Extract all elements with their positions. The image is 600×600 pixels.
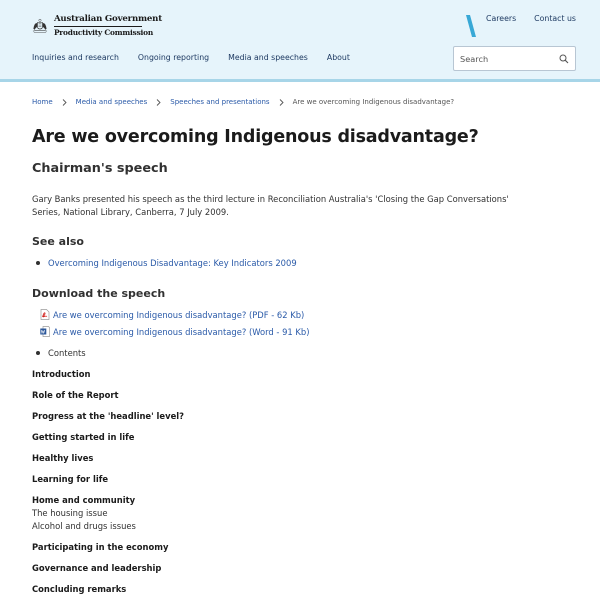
page-title: Are we overcoming Indigenous disadvantage? [32,127,479,147]
breadcrumb-media[interactable]: Media and speeches [75,98,148,106]
toc-home-community[interactable]: Home and community [32,495,136,505]
see-also-item [36,258,297,268]
toc-healthy-lives[interactable]: Healthy lives [32,453,94,463]
bullet [36,261,40,265]
logo-divider [54,26,142,27]
breadcrumb-home[interactable]: Home [32,98,53,106]
site-header [0,0,600,82]
toc-economy[interactable]: Participating in the economy [32,542,169,552]
toc-getting-started[interactable]: Getting started in life [32,432,135,442]
utility-links [468,14,576,23]
download-heading: Download the speech [32,287,166,300]
site-logo[interactable] [32,9,162,43]
toc-role-of-report[interactable]: Role of the Report [32,390,119,400]
breadcrumb-current: Are we overcoming Indigenous disadvantage? [292,98,455,106]
download-word-item [40,326,310,337]
toc-progress[interactable]: Progress at the 'headline' level? [32,411,184,421]
page-subtitle: Chairman's speech [32,161,168,176]
bullet [36,351,40,355]
toc-alcohol-drugs[interactable]: Alcohol and drugs issues [32,521,136,531]
search-icon[interactable] [559,54,569,64]
toc-governance[interactable]: Governance and leadership [32,563,162,573]
download-pdf-item [40,309,304,320]
chevron-right-icon [62,99,67,106]
toc-introduction[interactable]: Introduction [32,369,91,379]
download-pdf-link[interactable]: Are we overcoming Indigenous disadvantage? (PDF - 62 Kb) [53,309,305,320]
logo-text [54,14,162,38]
nav-item-inquiries[interactable]: Inquiries and research [32,53,119,62]
download-word-link[interactable]: Are we overcoming Indigenous disadvantage? (Word - 91 Kb) [53,326,310,337]
pdf-file-icon [40,309,50,320]
coat-of-arms-icon [32,10,48,42]
toc-housing[interactable]: The housing issue [32,508,108,518]
contents-item [36,348,86,358]
search-input[interactable] [454,47,554,70]
word-file-icon [40,326,50,337]
see-also-heading: See also [32,235,84,248]
logo-line-government: Australian Government [53,14,162,24]
search-box [453,46,576,71]
logo-line-commission: Productivity Commission [53,28,154,37]
breadcrumb [32,98,454,106]
chevron-right-icon [279,99,284,106]
contents-label: Contents [48,348,86,358]
nav-item-about[interactable]: About [326,53,350,62]
toc-learning[interactable]: Learning for life [32,474,109,484]
toc-concluding[interactable]: Concluding remarks [32,584,127,594]
see-also-link[interactable]: Overcoming Indigenous Disadvantage: Key Indicators 2009 [48,258,297,268]
main-nav [32,53,369,62]
chevron-right-icon [156,99,161,106]
contact-us-link[interactable]: Contact us [534,14,576,23]
careers-link[interactable]: Careers [486,14,517,23]
nav-item-ongoing-reporting[interactable]: Ongoing reporting [137,53,210,62]
nav-item-media[interactable]: Media and speeches [228,53,308,62]
breadcrumb-speeches[interactable]: Speeches and presentations [170,98,270,106]
intro-paragraph: Gary Banks presented his speech as the third lecture in Reconciliation Australia's 'Closing the Gap Conversations' Series, National Library, Canberra, 7 July 2009. [32,194,509,217]
